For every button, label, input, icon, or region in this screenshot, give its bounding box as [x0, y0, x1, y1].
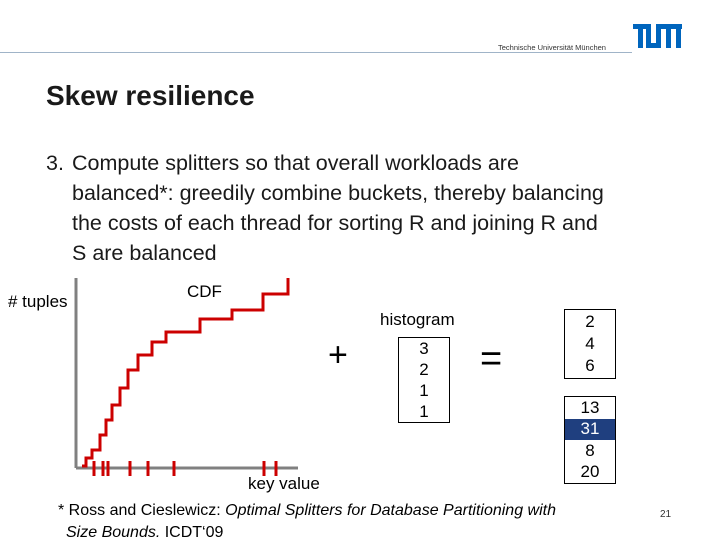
result-bottom-value: 13 — [580, 398, 600, 417]
slide-title: Skew resilience — [46, 80, 255, 111]
footnote-prefix: * Ross and Cieslewicz: — [58, 502, 226, 519]
page-number: 21 — [660, 509, 672, 520]
footnote — [58, 500, 556, 544]
bullet-line-3: the costs of each thread for sorting R and joining R and — [72, 211, 598, 235]
histogram-value: 1 — [419, 381, 429, 400]
result-top-value: 4 — [585, 334, 595, 353]
histogram-value: 2 — [419, 360, 429, 379]
plus-sign: + — [328, 336, 348, 374]
histogram-box — [398, 337, 450, 423]
footnote-title-part1: Optimal Splitters for Database Partitioning with — [225, 502, 556, 519]
footnote-suffix: ICDT‘09 — [160, 524, 224, 541]
histogram-value: 3 — [419, 339, 429, 358]
bullet-line-2: balanced*: greedily combine buckets, thereby balancing — [72, 181, 604, 205]
result-bottom-value: 20 — [580, 462, 600, 481]
result-bottom-value: 8 — [585, 441, 595, 460]
equals-sign: = — [480, 338, 503, 380]
bullet-line-1: Compute splitters so that overall workloads are — [72, 151, 519, 175]
y-axis-label: # tuples — [8, 292, 68, 311]
x-axis-label: key value — [248, 474, 320, 493]
result-bottom-box — [564, 396, 616, 484]
histogram-value: 1 — [419, 402, 429, 421]
result-top-value: 6 — [585, 356, 595, 375]
header-divider — [0, 52, 632, 53]
bullet-number: 3. — [46, 151, 64, 175]
cdf-label: CDF — [187, 282, 222, 301]
tum-logo — [633, 24, 683, 57]
footnote-title-part2: Size Bounds. — [66, 524, 161, 541]
tum-logo-graphic — [633, 24, 683, 52]
result-bottom-value-highlighted: 31 — [565, 419, 615, 440]
university-name: Technische Universität München — [498, 43, 606, 52]
histogram-label: histogram — [380, 310, 455, 329]
bullet-line-4: S are balanced — [72, 241, 217, 265]
result-top-box — [564, 309, 616, 379]
result-top-value: 2 — [585, 312, 595, 331]
cdf-curve — [82, 278, 288, 466]
